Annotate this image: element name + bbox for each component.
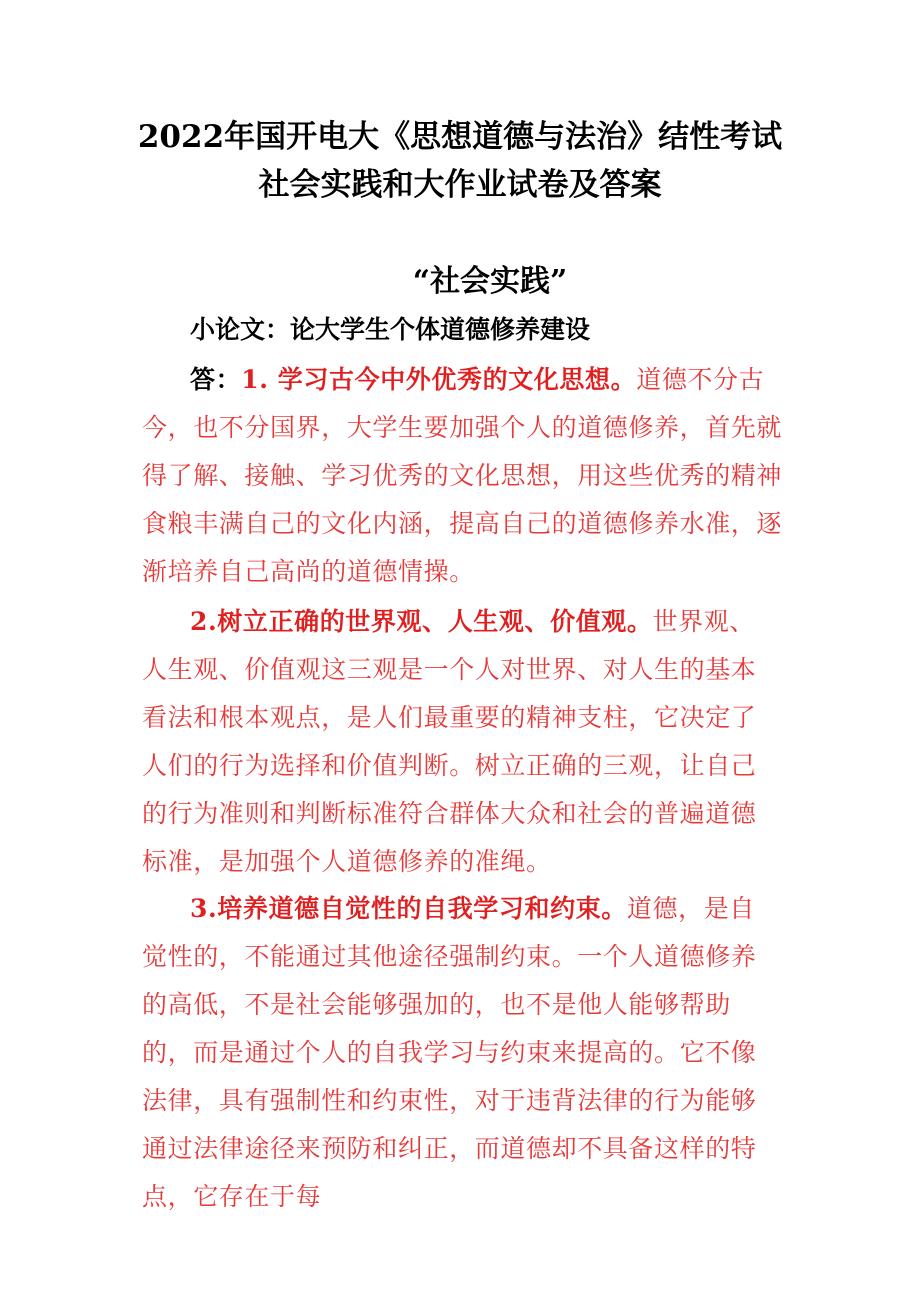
paragraph-1-heading: 1. 学习古今中外优秀的文化思想。: [241, 365, 637, 394]
answer-paragraph-2: [142, 598, 762, 886]
section-heading: “社会实践”: [412, 264, 568, 299]
answer-paragraph-3: [142, 885, 762, 1221]
paragraph-3-heading: 3.培养道德自觉性的自我学习和约束。: [190, 894, 627, 923]
essay-subtitle: 小论文：论大学生个体道德修养建设: [190, 315, 591, 344]
answer-lead: 答：: [190, 365, 242, 394]
document-title-line-2: 社会实践和大作业试卷及答案: [258, 167, 662, 203]
paragraph-2-body: 世界观、人生观、价值观这三观是一个人对世界、对人生的基本看法和根本观点，是人们最重要的精神支柱，它决定了人们的行为选择和价值判断。树立正确的三观，让自己的行为准则和判断标准符合群体大众和社会的普遍道德标准，是加强个人道德修养的准绳。: [142, 607, 757, 876]
answer-paragraph-1: [142, 356, 802, 596]
paragraph-3-body: 道德，是自觉性的，不能通过其他途径强制约束。一个人道德修养的高低，不是社会能够强加的，也不是他人能够帮助的，而是通过个人的自我学习与约束来提高的。它不像法律，具有强制性和约束性，对于违背法律的行为能够通过法律途径来预防和纠正，而道德却不具备这样的特点，它存在于每: [142, 894, 757, 1211]
document-title-line-1: 2022年国开电大《思想道德与法治》结性考试: [137, 119, 783, 155]
paragraph-1-body: 道德不分古今，也不分国界，大学生要加强个人的道德修养，首先就得了解、接触、学习优秀的文化思想，用这些优秀的精神食粮丰满自己的文化内涵，提高自己的道德修养水准，逐渐培养自己高尚的道德情操。: [142, 365, 783, 586]
paragraph-2-heading: 2.树立正确的世界观、人生观、价值观。: [190, 607, 653, 636]
